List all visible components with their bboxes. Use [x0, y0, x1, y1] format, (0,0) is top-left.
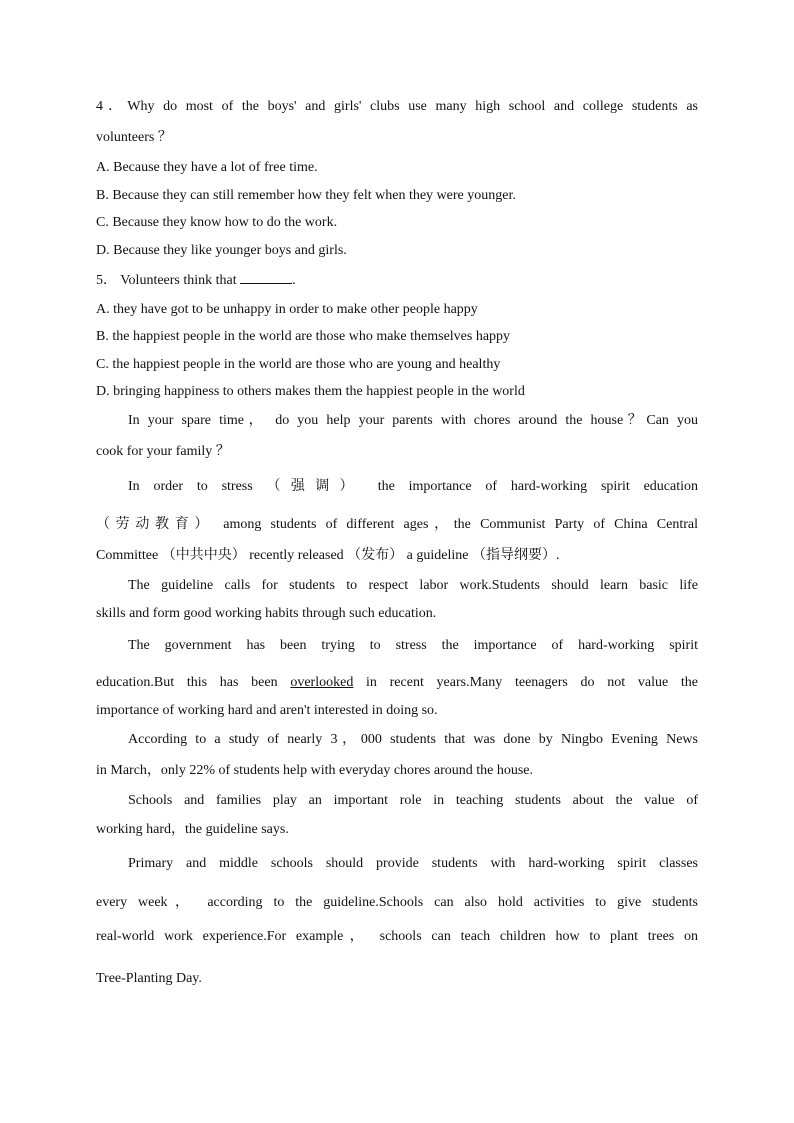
paragraph-6-line-4: Tree-Planting Day.: [96, 971, 202, 986]
question-4-option-d: D. Because they like younger boys and girls.: [96, 243, 347, 258]
paragraph-5-line-2: working hard，the guideline says.: [96, 822, 289, 837]
question-5-option-b: B. the happiest people in the world are those who make themselves happy: [96, 329, 511, 344]
question-5-option-a: A. they have got to be unhappy in order to make other people happy: [96, 302, 478, 317]
paragraph-3-line-3: importance of working hard and aren't interested in doing so.: [96, 703, 438, 718]
question-5-stem: [96, 271, 296, 290]
paragraph-1-line-1: In order to stress （强调） the importance of hard-working spirit education: [128, 479, 698, 494]
paragraph-3-line-1: The government has been trying to stress the importance of hard-working spirit: [128, 638, 698, 653]
paragraph-2-line-1: The guideline calls for students to respect labor work.Students should learn basic life: [128, 578, 698, 593]
paragraph-4-line-1: According to a study of nearly 3，000 students that was done by Ningbo Evening News: [128, 732, 698, 747]
paragraph-6-line-1: Primary and middle schools should provide students with hard-working spirit classes: [128, 856, 698, 871]
question-4-stem-line-2: volunteers ？: [96, 130, 172, 145]
paragraph-3-line-2: [96, 674, 698, 692]
paragraph-1-line-3: Committee （中共中央） recently released （发布） a guideline （指导纲要）.: [96, 548, 560, 563]
answer-blank: [240, 271, 292, 284]
question-4-option-b: B. Because they can still remember how they felt when they were younger.: [96, 188, 516, 203]
paragraph-2-line-2: skills and form good working habits through such education.: [96, 606, 437, 621]
paragraph-3-line-2-end: in recent years.Many teenagers do not value the: [353, 675, 699, 690]
question-4-option-a: A. Because they have a lot of free time.: [96, 160, 318, 175]
paragraph-6-line-2: every week， according to the guideline.Schools can also hold activities to give students: [96, 895, 698, 910]
passage-intro-line-1: In your spare time， do you help your parents with chores around the house？Can you: [128, 413, 698, 428]
paragraph-1-line-2: （劳动教育） among students of different ages，the Communist Party of China Central: [96, 517, 698, 532]
paragraph-4-line-2: in March，only 22% of students help with everyday chores around the house.: [96, 763, 534, 778]
question-5-option-d: D. bringing happiness to others makes them the happiest people in the world: [96, 384, 525, 399]
question-4-option-c: C. Because they know how to do the work.: [96, 215, 338, 230]
paragraph-5-line-1: Schools and families play an important role in teaching students about the value of: [128, 793, 698, 808]
passage-intro-line-2: cook for your family ？: [96, 444, 230, 459]
question-5-option-c: C. the happiest people in the world are those who are young and healthy: [96, 357, 501, 372]
paragraph-6-line-3: real-world work experience.For example， schools can teach children how to plant trees on: [96, 929, 698, 944]
question-4-stem-line-1: 4．Why do most of the boys' and girls' clubs use many high school and college students as: [96, 99, 698, 114]
paragraph-3-line-2-start: education.But this has been: [96, 675, 291, 690]
question-5-stem-end: .: [292, 273, 296, 288]
question-5-stem-text: 5． Volunteers think that: [96, 273, 241, 288]
underlined-word: overlooked: [290, 675, 354, 690]
